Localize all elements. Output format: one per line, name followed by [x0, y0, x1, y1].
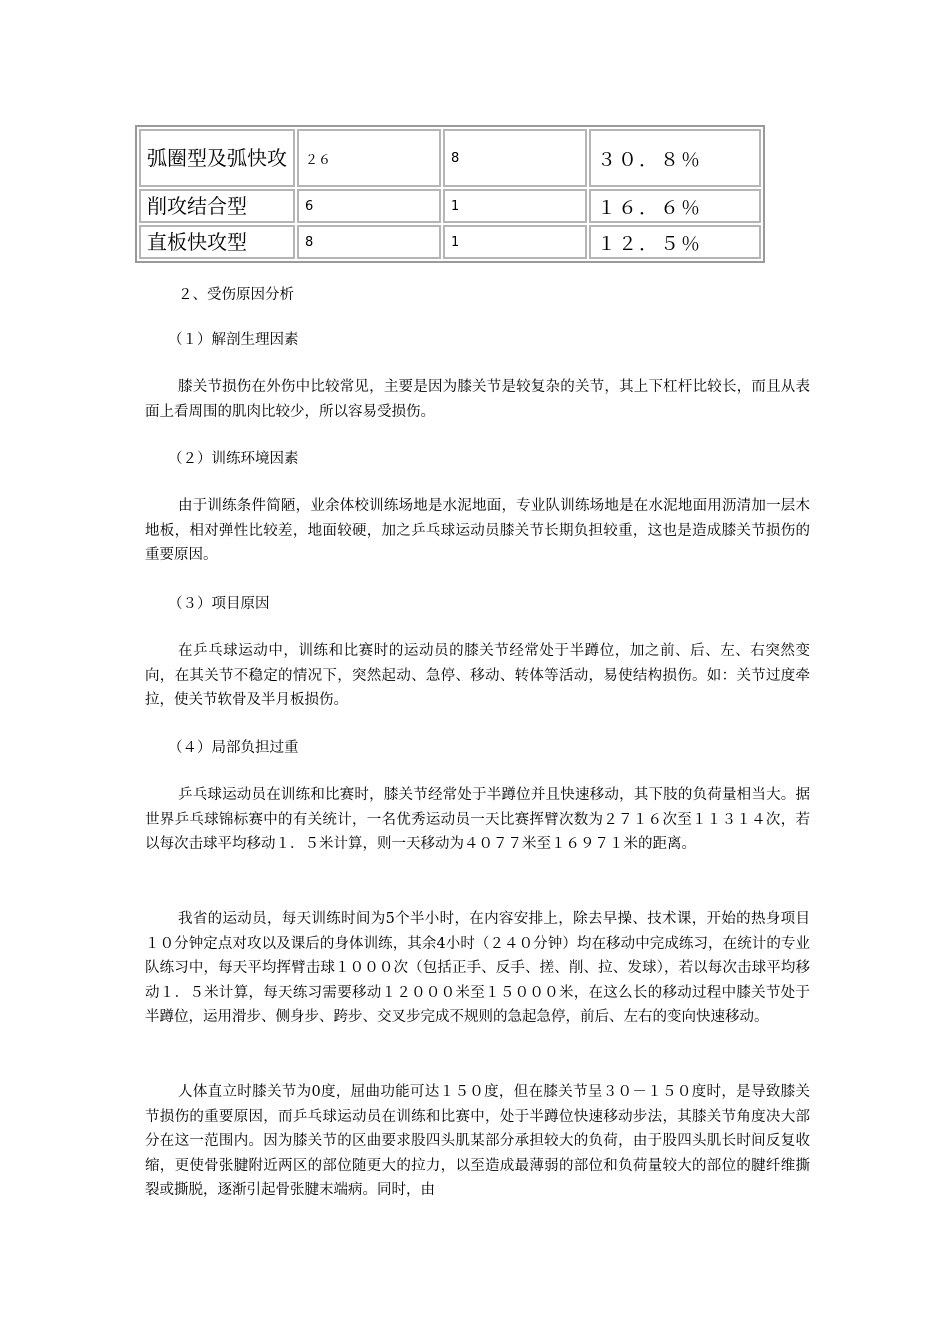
subsection-heading: （４）局部负担过重: [168, 740, 299, 756]
subsection-heading: （２）训练环境因素: [168, 451, 299, 467]
table-cell-type: 削攻结合型: [139, 189, 295, 223]
table-cell-count: 6: [297, 189, 441, 223]
injury-type-table: [135, 125, 765, 263]
table-row: [139, 189, 761, 223]
paragraph: 在乒乓球运动中，训练和比赛时的运动员的膝关节经常处于半蹲位，加之前、后、左、右突然变向，在其关节不稳定的情况下，突然起动、急停、移动、转体等活动，易使结构损伤。如：关节过度牵拉，使关节软骨及半月板损伤。: [145, 643, 810, 708]
table-cell-type: 直板快攻型: [139, 225, 295, 259]
table-cell-injured: 1: [443, 189, 587, 223]
paragraph: 人体直立时膝关节为0度，屈曲功能可达１５０度，但在膝关节呈３０－１５０度时，是导致膝关节损伤的重要原因，而乒乓球运动员在训练和比赛中，处于半蹲位快速移动步法，其膝关节角度决大部分在这一范围内。因为膝关节的区曲要求股四头肌某部分承担较大的负荷，由于股四头肌长时间反复收缩，更使骨张腱附近两区的部位随更大的拉力，以至造成最薄弱的部位和负荷量较大的部位的腱纤维撕裂或撕脱，逐渐引起骨张腱末端病。同时，由: [145, 1084, 810, 1198]
table-cell-count: 8: [297, 225, 441, 259]
subsection-heading: （３）项目原因: [168, 596, 270, 612]
table-cell-type: 弧圈型及弧快攻: [139, 129, 295, 187]
section-heading: ２、受伤原因分析: [178, 287, 294, 303]
table-row: [139, 225, 761, 259]
table-cell-injured: 8: [443, 129, 587, 187]
paragraph: 由于训练条件简陋，业余体校训练场地是水泥地面，专业队训练场地是在水泥地面用沥清加一层木地板，相对弹性比较差，地面较硬，加之乒乓球运动员膝关节长期负担较重，这也是造成膝关节损伤的重要原因。: [145, 498, 810, 563]
table-cell-injured: 1: [443, 225, 587, 259]
table-cell-percent: １６．６％: [589, 189, 761, 223]
paragraph: 膝关节损伤在外伤中比较常见，主要是因为膝关节是较复杂的关节，其上下杠杆比较长，而且从表面上看周围的肌肉比较少，所以容易受损伤。: [145, 379, 810, 420]
paragraph: 我省的运动员，每天训练时间为5个半小时，在内容安排上，除去早操、技术课，开始的热身项目１０分钟定点对攻以及课后的身体训练，其余4小时（２４０分钟）均在移动中完成练习，在统计的专业队练习中，每天平均挥臂击球１０００次（包括正手、反手、搓、削、拉、发球），若以每次击球平均移动１．５米计算，每天练习需要移动１２０００米至１５０００米，在这么长的移动过程中膝关节处于半蹲位，运用滑步、侧身步、跨步、交叉步完成不规则的急起急停，前后、左右的变向快速移动。: [145, 911, 810, 1025]
table-cell-percent: ３０．８％: [589, 129, 761, 187]
table-cell-percent: １２．５％: [589, 225, 761, 259]
table-row: [139, 129, 761, 187]
paragraph: 乒乓球运动员在训练和比赛时，膝关节经常处于半蹲位并且快速移动，其下肢的负荷量相当大。据世界乒乓球锦标赛中的有关统计，一名优秀运动员一天比赛挥臂次数为２７１６次至１１３１４次，若以每次击球平均移动１．５米计算，则一天移动为４０７７米至１６９７１米的距离。: [145, 787, 810, 852]
subsection-heading: （１）解剖生理因素: [168, 332, 299, 348]
table-cell-count: ２６: [297, 129, 441, 187]
